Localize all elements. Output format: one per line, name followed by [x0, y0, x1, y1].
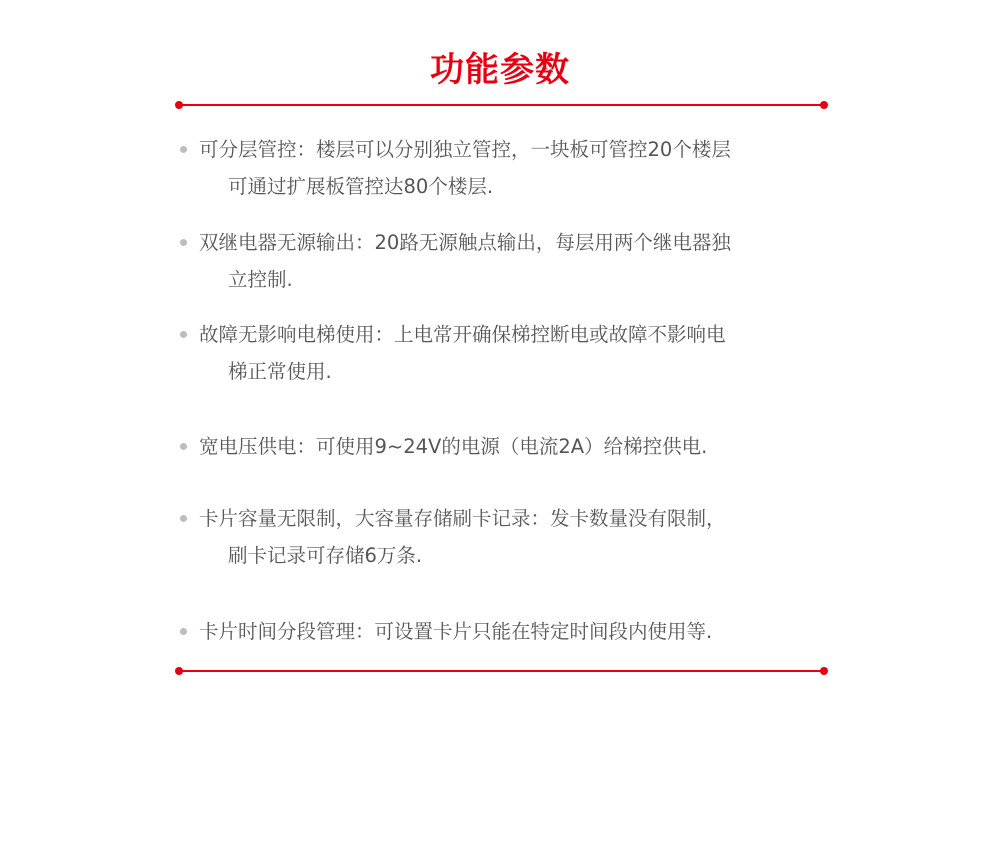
- feature-item-floor-control: [179, 131, 819, 205]
- feature-text-continued: 可通过扩展板管控达80个楼层.: [228, 175, 494, 198]
- bullet-icon: [180, 443, 187, 450]
- feature-item-wide-voltage: [179, 428, 819, 465]
- bullet-icon: [180, 628, 187, 635]
- divider-dot-right: [820, 667, 828, 675]
- feature-text: 卡片容量无限制，大容量存储刷卡记录：发卡数量没有限制，: [199, 507, 726, 530]
- feature-text-continued: 梯正常使用.: [228, 360, 332, 383]
- feature-text: 卡片时间分段管理：可设置卡片只能在特定时间段内使用等.: [199, 620, 713, 643]
- bullet-icon: [180, 515, 187, 522]
- feature-item-fault-safe: [179, 316, 819, 390]
- page-title: 功能参数: [430, 50, 570, 90]
- feature-text: 故障无影响电梯使用：上电常开确保梯控断电或故障不影响电: [199, 323, 726, 346]
- divider-dot-right: [820, 101, 828, 109]
- divider-dot-left: [175, 667, 183, 675]
- feature-text: 宽电压供电：可使用9~24V的电源（电流2A）给梯控供电.: [199, 435, 708, 458]
- bullet-icon: [180, 239, 187, 246]
- feature-item-card-capacity: [179, 500, 819, 574]
- feature-item-relay-output: [179, 224, 819, 298]
- feature-text: 双继电器无源输出：20路无源触点输出，每层用两个继电器独: [199, 231, 731, 254]
- bullet-icon: [180, 146, 187, 153]
- bullet-icon: [180, 331, 187, 338]
- feature-text-continued: 刷卡记录可存储6万条.: [228, 544, 423, 567]
- divider-dot-left: [175, 101, 183, 109]
- feature-item-time-schedule: [179, 613, 819, 650]
- top-divider: [179, 104, 824, 106]
- feature-text: 可分层管控：楼层可以分别独立管控，一块板可管控20个楼层: [199, 138, 731, 161]
- feature-text-continued: 立控制.: [228, 268, 293, 291]
- bottom-divider: [179, 670, 824, 672]
